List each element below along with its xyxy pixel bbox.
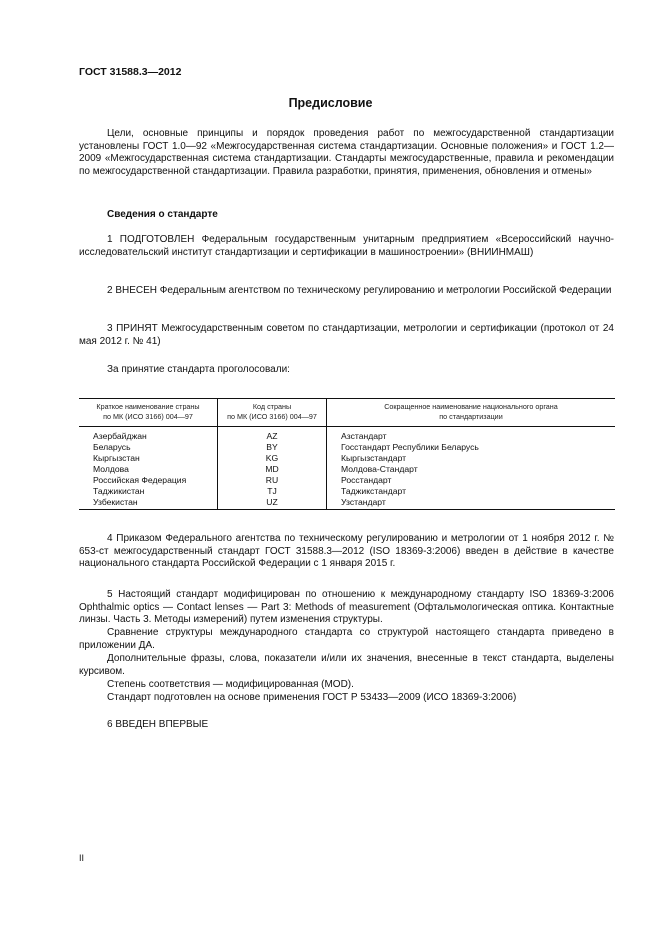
country-name-cell: Беларусь (93, 442, 131, 452)
page-title: Предисловие (288, 96, 373, 110)
header-country-code-line2: по МК (ИСО 3166) 004—97 (227, 412, 317, 421)
item-6-paragraph: 6 ВВЕДЕН ВПЕРВЫЕ (107, 719, 209, 730)
country-code-cell: MD (218, 464, 327, 475)
table-row (79, 475, 615, 486)
national-body-cell: Узстандарт (327, 497, 616, 510)
page-number: II (79, 853, 85, 863)
country-name-cell: Кыргызстан (93, 453, 140, 463)
country-code-cell: UZ (218, 497, 327, 510)
header-country-name (79, 399, 218, 427)
country-code-cell: TJ (218, 486, 327, 497)
voted-label: За принятие стандарта проголосовали: (107, 364, 290, 375)
table-row (79, 497, 615, 510)
item-2-paragraph: 2 ВНЕСЕН Федеральным агентством по техническому регулированию и метрологии Российской Федерации (107, 285, 612, 296)
header-national-body (327, 399, 616, 427)
header-country-name-line2: по МК (ИСО 3166) 004—97 (103, 412, 193, 421)
country-code-cell: AZ (218, 427, 327, 443)
header-national-body-line1: Сокращенное наименование национального органа (384, 402, 558, 411)
table-row (79, 427, 615, 443)
country-code-cell: RU (218, 475, 327, 486)
item-5-italic-note: Дополнительные фразы, слова, показатели и/или их значения, внесенные в текст стандарта, выделены курсивом. (79, 653, 614, 677)
country-name-cell: Таджикистан (93, 486, 145, 496)
section-heading: Сведения о стандарте (107, 209, 218, 220)
table-row (79, 453, 615, 464)
header-country-name-line1: Краткое наименование страны (96, 402, 200, 411)
country-name-cell: Азербайджан (93, 431, 147, 441)
header-country-code-line1: Код страны (252, 402, 292, 411)
table-row (79, 486, 615, 497)
country-code-cell: KG (218, 453, 327, 464)
national-body-cell: Росстандарт (327, 475, 616, 486)
voting-countries-table (79, 398, 615, 510)
national-body-cell: Таджикстандарт (327, 486, 616, 497)
country-code-cell: BY (218, 442, 327, 453)
table-row (79, 464, 615, 475)
national-body-cell: Кыргызстандарт (327, 453, 616, 464)
item-5-conformity-degree: Степень соответствия — модифицированная (MOD). (107, 679, 354, 690)
item-5-paragraph: 5 Настоящий стандарт модифицирован по отношению к международному стандарту ISO 18369-3:2006 Ophthalmic optics — Contact lenses — Part 3: Methods of measurement (Офтальмологическая оптика. Контактные линзы. Часть 3. Методы измерений) путем изменения структуры. (79, 589, 614, 625)
header-country-code (218, 399, 327, 427)
table-header-row (79, 399, 615, 427)
item-5-basis-note: Стандарт подготовлен на основе применения ГОСТ Р 53433—2009 (ИСО 18369-3:2006) (107, 692, 517, 703)
item-1-paragraph: 1 ПОДГОТОВЛЕН Федеральным государственным унитарным предприятием «Всероссийский научно-исследовательский институт стандартизации и сертификации в машиностроении» (ВНИИНМАШ) (79, 234, 614, 258)
national-body-cell: Азстандарт (327, 427, 616, 443)
country-name-cell: Узбекистан (79, 497, 218, 510)
item-3-paragraph: 3 ПРИНЯТ Межгосударственным советом по стандартизации, метрологии и сертификации (протокол от 24 мая 2012 г. № 41) (79, 323, 614, 347)
item-5-structure-note: Сравнение структуры международного стандарта со структурой настоящего стандарта приведено в приложении ДА. (79, 627, 614, 651)
table-row (79, 442, 615, 453)
country-name-cell: Молдова (93, 464, 129, 474)
item-4-paragraph: 4 Приказом Федерального агентства по техническому регулированию и метрологии от 1 ноября 2012 г. № 653-ст межгосударственный стандарт ГОСТ 31588.3—2012 (ISO 18369-3:2006) введен в действие в качестве национального стандарта Российской Федерации с 1 января 2015 г. (79, 533, 614, 569)
intro-paragraph: Цели, основные принципы и порядок проведения работ по межгосударственной стандартизации установлены ГОСТ 1.0—92 «Межгосударственная система стандартизации. Основные положения» и ГОСТ 1.2—2009 «Межгосударственная система стандартизации. Стандарты межгосударственные, правила и рекомендации по межгосударственной стандартизации. Правила разработки, принятия, применения, обновления и отмены» (79, 128, 614, 177)
header-national-body-line2: по стандартизации (439, 412, 503, 421)
country-name-cell: Российская Федерация (93, 475, 187, 485)
standard-code: ГОСТ 31588.3—2012 (79, 66, 182, 78)
national-body-cell: Госстандарт Республики Беларусь (327, 442, 616, 453)
national-body-cell: Молдова-Стандарт (327, 464, 616, 475)
